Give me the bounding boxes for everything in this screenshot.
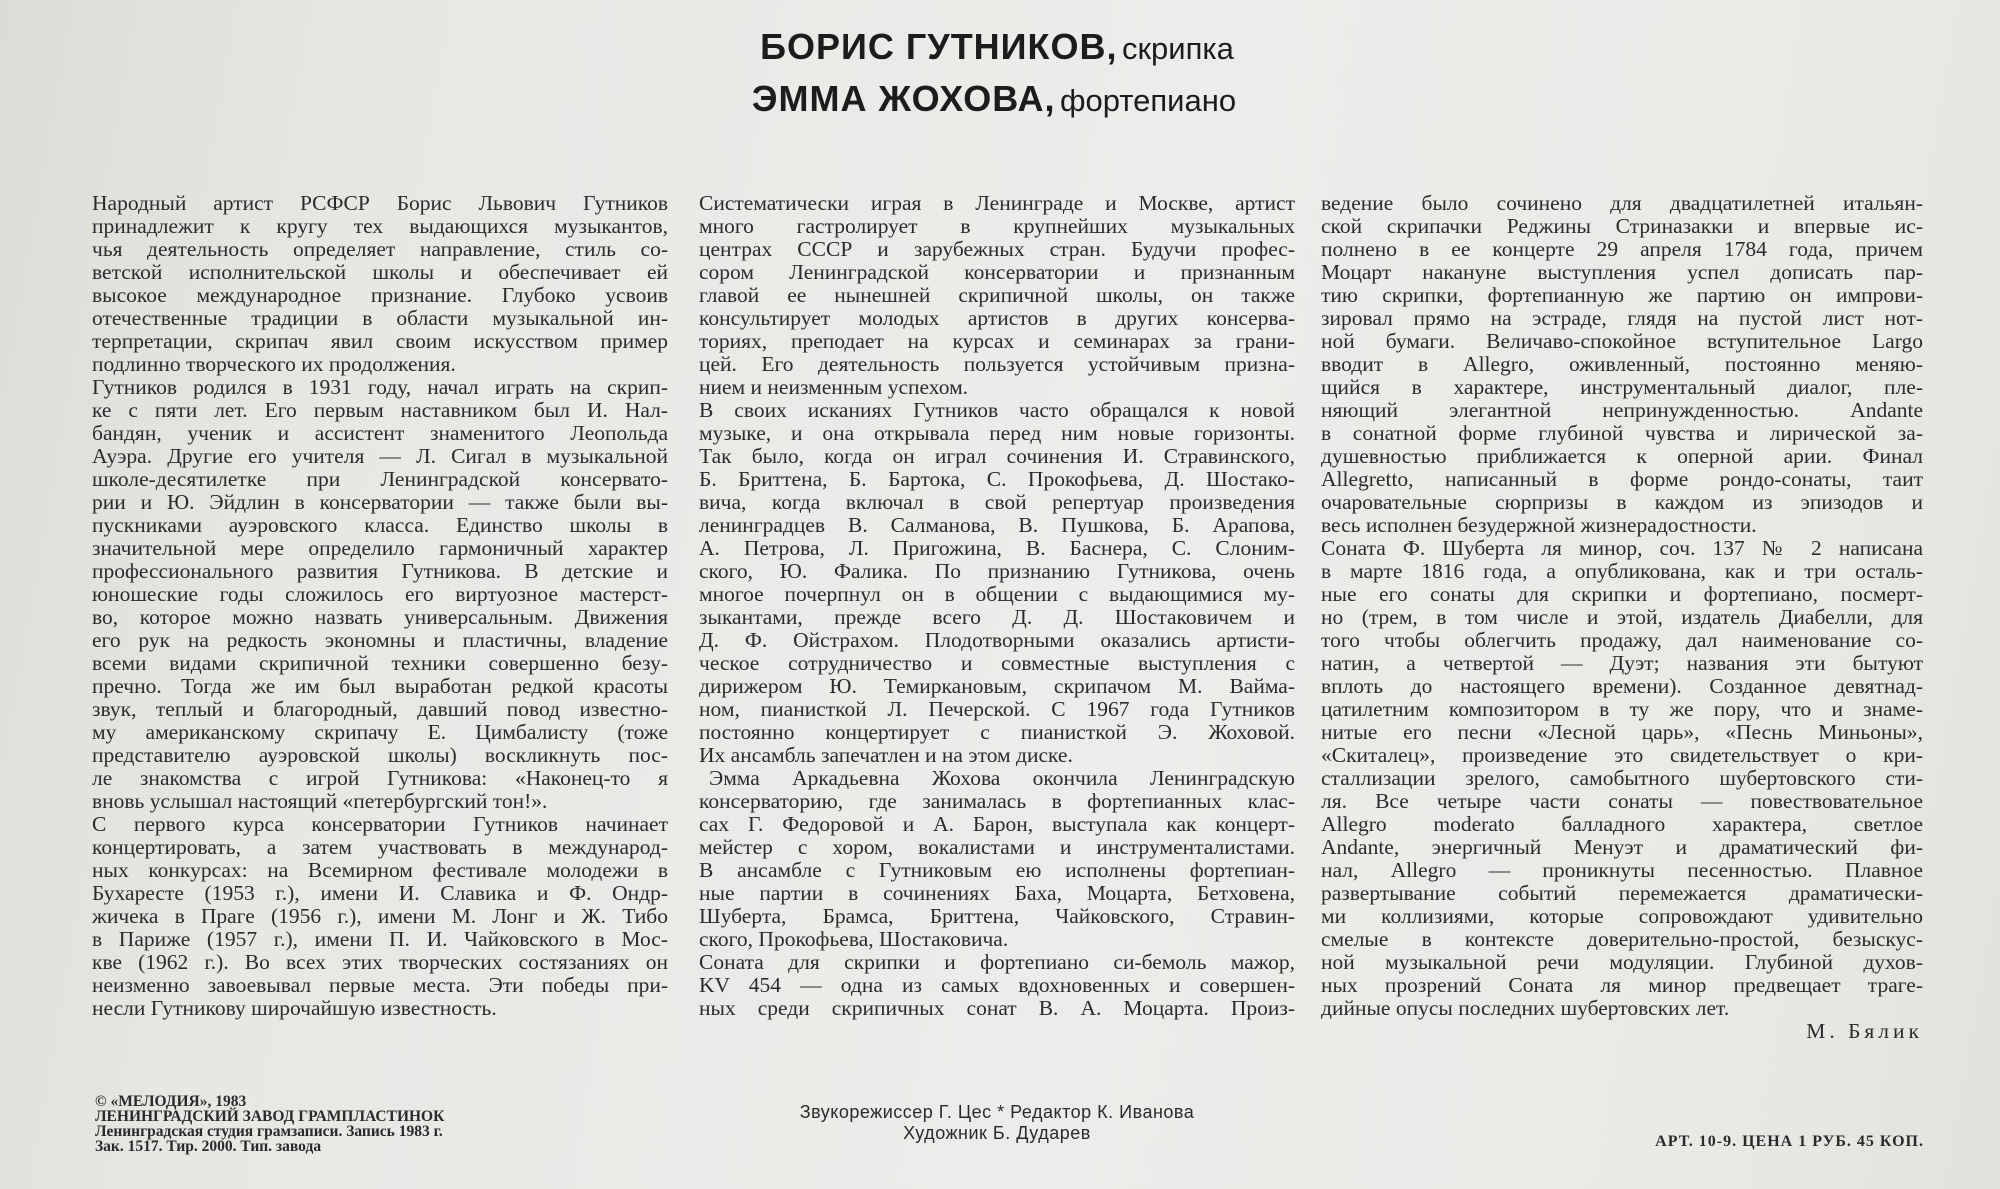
text-line: ных конкурсах: на Всемирном фестивале молодежи в [92,858,668,882]
text-line: ке с пяти лет. Его первым наставником был И. Нал- [92,398,668,422]
text-column-1 [92,192,668,1020]
text-line: душевностью приближается к оперной арии. Финал [1321,444,1923,468]
text-line: представителю ауэровской школы) воскликнуть пос- [92,743,668,767]
paragraph [92,376,668,813]
paragraph [1321,192,1923,537]
paragraph [699,399,1295,767]
text-line: тию скрипки, фортепианную же партию он импрови- [1321,283,1923,307]
credit-line: © «МЕЛОДИЯ», 1983 [95,1093,247,1110]
text-line: В своих исканиях Гутников часто обращался к новой [699,398,1295,422]
text-line: в Париже (1957 г.), имени П. И. Чайковского в Мос- [92,927,668,951]
text-line: Ауэра. Другие его учителя — Л. Сигал в музыкальной [92,444,668,468]
text-line: сталлизации зрелого, самобытного шубертовского сти- [1321,766,1923,790]
text-line: в сонатной форме глубиной чувства и лирической за- [1321,421,1923,445]
violinist-instrument: скрипка [1121,31,1234,66]
staff-line: Звукорежиссер Г. Цес * Редактор К. Иванова [799,1102,1195,1122]
text-line: нием и неизменным успехом. [699,375,969,399]
violinist-name: БОРИС ГУТНИКОВ, [760,26,1118,67]
text-line: терпретации, скрипач явил своим искусством пример [92,329,668,353]
text-line: сах Г. Федоровой и А. Барон, выступала как концерт- [699,812,1295,836]
text-line: Шуберта, Брамса, Бриттена, Чайковского, Стравин- [699,904,1295,928]
text-line: ля. Все четыре части сонаты — повествовательное [1321,789,1923,813]
text-line: ского, Ю. Фалика. По признанию Гутникова, очень [699,559,1295,583]
credit-line: Ленинградская студия грамзаписи. Запись 1983 г. [95,1123,443,1140]
text-line: Бухаресте (1953 г.), имени И. Славика и Ф. Ондр- [92,881,668,905]
paragraph [92,813,668,1020]
text-line: цатилетним композитором в ту же пору, что и знаме- [1321,697,1923,721]
text-line: весь исполнен безудержной жизнерадостности. [1321,513,1757,537]
text-line: зировал прямо на эстраде, глядя на пустой лист нот- [1321,306,1923,330]
text-line: ской скрипачки Реджины Стриназакки и впервые ис- [1321,214,1923,238]
text-line: вновь услышал настоящий «петербургский тон!». [92,789,548,813]
publisher-credits [95,1094,444,1154]
text-line: Allegro moderato балладного характера, светлое [1321,812,1923,836]
text-line: центрах СССР и зарубежных стран. Будучи профес- [699,237,1295,261]
text-line: юношеские годы сложилось его виртуозное мастерст- [92,582,668,606]
text-line: ленинградцев В. Салманова, В. Пушкова, Б. Арапова, [699,513,1295,537]
text-line: нал, Allegro — проникнуты песенностью. Плавное [1321,858,1923,882]
staff-line: Художник Б. Дударев [903,1123,1091,1143]
text-line: Их ансамбль запечатлен и на этом диске. [699,743,1073,767]
text-line: ных среди скрипичных сонат В. А. Моцарта. Произ- [699,996,1295,1020]
text-line: Andante, энергичный Менуэт и драматический фи- [1321,835,1923,859]
text-line: Allegretto, написанный в форме рондо-сонаты, таит [1321,467,1923,491]
text-line: ведение было сочинено для двадцатилетней итальян- [1321,191,1923,215]
text-line: зыкантами, прежде всего Д. Д. Шостаковичем и [699,605,1295,629]
text-line: консультирует молодых артистов в других консерва- [699,306,1295,330]
text-line: несли Гутникову широчайшую известность. [92,996,497,1020]
text-line: ческое сотрудничество и совместные выступления с [699,651,1295,675]
text-line: музыке, и она открывала перед ним новые горизонты. [699,421,1295,445]
text-line: ского, Прокофьева, Шостаковича. [699,927,1009,951]
text-line: главой ее нынешней скрипичной школы, он также [699,283,1295,307]
title-violinist [0,26,1997,68]
credit-line: Зак. 1517. Тир. 2000. Тип. завода [95,1138,322,1155]
text-line: кве (1962 г.). Во всех этих творческих состязаниях он [92,950,668,974]
text-line: вводит в Allegro, оживленный, постоянно меняю- [1321,352,1923,376]
text-line: Систематически играя в Ленинграде и Москве, артист [699,191,1295,215]
text-line: дирижером Ю. Темиркановым, скрипачом М. Вайма- [699,674,1295,698]
paragraph [92,192,668,376]
text-line: школе-десятилетке при Ленинградской консервато- [92,467,668,491]
text-line: во, которое можно назвать универсальным. Движения [92,605,668,629]
text-line: чья деятельность определяет направление, стиль со- [92,237,668,261]
text-line: постоянно концертирует с пианисткой Э. Жоховой. [699,720,1295,744]
text-line: полнено в ее концерте 29 апреля 1784 года, причем [1321,237,1923,261]
text-line: дийные опусы последних шубертовских лет. [1321,996,1730,1020]
text-line: его рук на редкость экономны и пластичны, владение [92,628,668,652]
text-line: вплоть до настоящего времени). Созданное девятнад- [1321,674,1923,698]
text-line: Б. Бриттена, Б. Бартока, С. Прокофьева, Д. Шостако- [699,467,1295,491]
text-line: жичека в Праге (1956 г.), имени М. Лонг и Ж. Тибо [92,904,668,928]
text-line: вича, когда включал в свой репертуар произведения [699,490,1295,514]
text-line: ные его сонаты для скрипки и фортепиано, посмерт- [1321,582,1923,606]
text-line: развертывание событий перемежается драматически- [1321,881,1923,905]
text-line: ной бумаги. Величаво-спокойное вступительное Largo [1321,329,1923,353]
text-line: значительной мере определило гармоничный характер [92,536,668,560]
text-line: Эмма Аркадьевна Жохова окончила Ленинградскую [709,766,1295,790]
text-line: Соната для скрипки и фортепиано си-бемоль мажор, [699,950,1295,974]
text-line: Народный артист РСФСР Борис Львович Гутников [92,191,668,215]
text-line: отечественные традиции в области музыкальной ин- [92,306,668,330]
text-line: В ансамбле с Гутниковым ею исполнены фортепиан- [699,858,1295,882]
text-line: С первого курса консерватории Гутников начинает [92,812,668,836]
price-label: АРТ. 10-9. ЦЕНА 1 РУБ. 45 КОП. [1655,1133,1924,1150]
text-line: му американскому скрипачу Е. Цимбалисту (тоже [92,720,668,744]
text-line: всеми видами скрипичной техники совершенно безу- [92,651,668,675]
text-line: профессионального развития Гутникова. В детские и [92,559,668,583]
text-line: ветской исполнительской школы и обеспечивает ей [92,260,668,284]
text-line: Так было, когда он играл сочинения И. Стравинского, [699,444,1295,468]
text-line: Гутников родился в 1931 году, начал играть на скрип- [92,375,668,399]
text-line: пускниками ауэровского класса. Единство школы в [92,513,668,537]
text-line: мейстер с хором, вокалистами и инструменталистами. [699,835,1295,859]
text-line: А. Петрова, Л. Пригожина, В. Баснера, С. Слоним- [699,536,1295,560]
text-line: няющий элегантной непринужденностью. Andante [1321,398,1923,422]
text-line: ле знакомства с игрой Гутникова: «Наконец-то я [92,766,668,790]
text-line: «Скиталец», произведение это свидетельствует о кри- [1321,743,1923,767]
paragraph [699,951,1295,1020]
text-line: того чтобы облегчить продажу, дал наименование со- [1321,628,1923,652]
pianist-instrument: фортепиано [1059,83,1237,118]
text-line: натин, а четвертой — Дуэт; названия эти бытуют [1321,651,1923,675]
text-column-2 [699,192,1295,1020]
text-line: KV 454 — одна из самых вдохновенных и совершен- [699,973,1295,997]
credit-line: ЛЕНИНГРАДСКИЙ ЗАВОД ГРАМПЛАСТИНОК [95,1108,445,1125]
text-line: ных прозрений Соната ля минор предвещает траге- [1321,973,1923,997]
text-line: Моцарт накануне выступления успел дописать пар- [1321,260,1923,284]
text-line: рии и Ю. Эйдлин в консерватории — также были вы- [92,490,668,514]
text-line: много гастролирует в крупнейших музыкальных [699,214,1295,238]
paragraph [699,767,1295,951]
text-line: ные партии в сочинениях Баха, Моцарта, Бетховена, [699,881,1295,905]
text-line: но (трем, в том числе и этой, издатель Диабелли, для [1321,605,1923,629]
text-line: консерваторию, где занималась в фортепианных клас- [699,789,1295,813]
text-line: ном, пианисткой Л. Печерской. С 1967 года Гутников [699,697,1295,721]
text-line: звук, теплый и благородный, давший повод известно- [92,697,668,721]
paragraph [1321,537,1923,1020]
text-line: ториях, преподает на курсах и семинарах за грани- [699,329,1295,353]
text-line: многое почерпнул он в общении с выдающимися му- [699,582,1295,606]
text-line: щийся в характере, инструментальный диалог, пле- [1321,375,1923,399]
text-line: бандян, ученик и ассистент знаменитого Леопольда [92,421,668,445]
author-signature: М. Бялик [1806,1019,1923,1043]
text-column-3 [1321,192,1923,1043]
text-line: сором Ленинградской консерватории и признанным [699,260,1295,284]
production-staff [699,1102,1295,1144]
text-line: Соната Ф. Шуберта ля минор, соч. 137 № 2 написана [1321,536,1923,560]
text-line: высокое международное признание. Глубоко усвоив [92,283,668,307]
title-pianist [0,78,1994,120]
text-line: концертировать, а затем участвовать в международ- [92,835,668,859]
text-line: цей. Его деятельность пользуется устойчивым призна- [699,352,1295,376]
text-line: Д. Ф. Ойстрахом. Плодотворными оказались артисти- [699,628,1295,652]
text-line: смелые в контексте доверительно-простой, безыскус- [1321,927,1923,951]
text-line: в марте 1816 года, а опубликована, как и три осталь- [1321,559,1923,583]
text-line: очаровательные сюрпризы в каждом из эпизодов и [1321,490,1923,514]
text-line: неизменно завоевывал первые места. Эти победы при- [92,973,668,997]
text-line: нитые его песни «Лесной царь», «Песнь Миньоны», [1321,720,1923,744]
text-line: ми коллизиями, которые сопровождают удивительно [1321,904,1923,928]
text-line: принадлежит к кругу тех выдающихся музыкантов, [92,214,668,238]
text-line: пречно. Тогда же им был выработан редкой красоты [92,674,668,698]
pianist-name: ЭММА ЖОХОВА, [751,78,1056,119]
text-line: ной музыкальной речи модуляции. Глубиной духов- [1321,950,1923,974]
paragraph [699,192,1295,399]
text-line: подлинно творческого их продолжения. [92,352,456,376]
